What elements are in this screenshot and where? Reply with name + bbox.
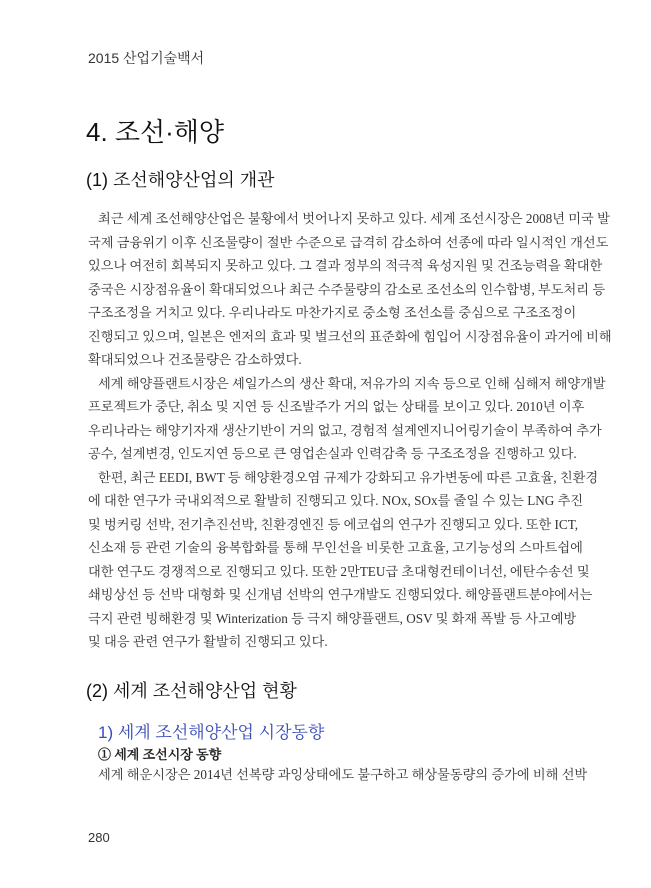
subsection-title: 1) 세계 조선해양산업 시장동향 <box>98 723 325 742</box>
paragraph-2 <box>88 372 606 466</box>
text-line: 및 대응 관련 연구가 활발히 진행되고 있다. <box>88 634 328 649</box>
section2-title: (2) 세계 조선해양산업 현황 <box>86 681 297 701</box>
page-number: 280 <box>88 830 110 845</box>
text-line: 국제 금융위기 이후 신조물량이 절반 수준으로 급격히 감소하여 선종에 따라 일시적인 개선도 <box>88 234 609 250</box>
text-line: 쇄빙상선 등 선박 대형화 및 신개념 선박의 연구개발도 진행되었다. 해양플랜트분야에서는 <box>88 587 593 602</box>
text-line: 세계 해운시장은 2014년 선복량 과잉상태에도 불구하고 해상물동량의 증가에 비해 선박 <box>98 767 588 782</box>
text-line: 신소재 등 관련 기술의 융복합화를 통해 무인선을 비롯한 고효율, 고기능성의 스마트쉽에 <box>88 540 583 555</box>
text-line: 프로젝트가 중단, 취소 및 지연 등 신조발주가 거의 없는 상태를 보이고 있다. 2010년 이후 <box>88 399 585 414</box>
text-line: 에 대한 연구가 국내외적으로 활발히 진행되고 있다. NOx, SOx를 줄일 수 있는 LNG 추진 <box>88 493 584 508</box>
paragraph-3 <box>88 466 599 654</box>
text-line: 및 벙커링 선박, 전기추진선박, 친환경엔진 등 에코쉽의 연구가 진행되고 있다. 또한 ICT, <box>88 516 579 532</box>
section2-body <box>88 763 588 787</box>
text-line: 대한 연구도 경쟁적으로 진행되고 있다. 또한 2만TEU급 초대형컨테이너선, 에탄수송선 및 <box>88 563 590 579</box>
text-line: 있으나 여전히 회복되지 못하고 있다. 그 결과 정부의 적극적 육성지원 및 건조능력을 확대한 <box>88 258 603 273</box>
text-line: 확대되었으나 건조물량은 감소하였다. <box>88 352 302 367</box>
text-line: 공수, 설계변경, 인도지연 등으로 큰 영업손실과 인력감축 등 구조조정을 진행하고 있다. <box>88 446 577 461</box>
text-line: 극지 관련 빙해환경 및 Winterization 등 극지 해양플랜트, OSV 및 화재 폭발 등 사고예방 <box>88 610 577 626</box>
running-header: 2015 산업기술백서 <box>88 50 205 66</box>
text-line: 우리나라는 해양기자재 생산기반이 거의 없고, 경험적 설계엔지니어링기술이 부족하여 추가 <box>88 422 602 438</box>
paragraph-1 <box>88 207 612 372</box>
text-line: 진행되고 있으며, 일본은 엔저의 효과 및 벌크선의 표준화에 힘입어 시장점유율이 과거에 비해 <box>88 328 612 344</box>
subsubsection-title: ① 세계 조선시장 동향 <box>98 747 222 762</box>
text-line: 최근 세계 조선해양산업은 불황에서 벗어나지 못하고 있다. 세계 조선시장은 2008년 미국 발 <box>98 211 610 226</box>
chapter-title: 4. 조선·해양 <box>86 117 225 147</box>
section1-body <box>88 207 612 654</box>
text-line: 한편, 최근 EEDI, BWT 등 해양환경오염 규제가 강화되고 유가변동에 따른 고효율, 친환경 <box>98 469 599 485</box>
text-line: 구조조정을 거치고 있다. 우리나라도 마찬가지로 중소형 조선소를 중심으로 구조조정이 <box>88 305 577 320</box>
text-line: 세계 해양플랜트시장은 셰일가스의 생산 확대, 저유가의 지속 등으로 인해 심해저 해양개발 <box>98 375 606 391</box>
text-line: 중국은 시장점유율이 확대되었으나 최근 수주물량의 감소로 조선소의 인수합병, 부도처리 등 <box>88 281 606 297</box>
section1-title: (1) 조선해양산업의 개관 <box>86 170 275 190</box>
